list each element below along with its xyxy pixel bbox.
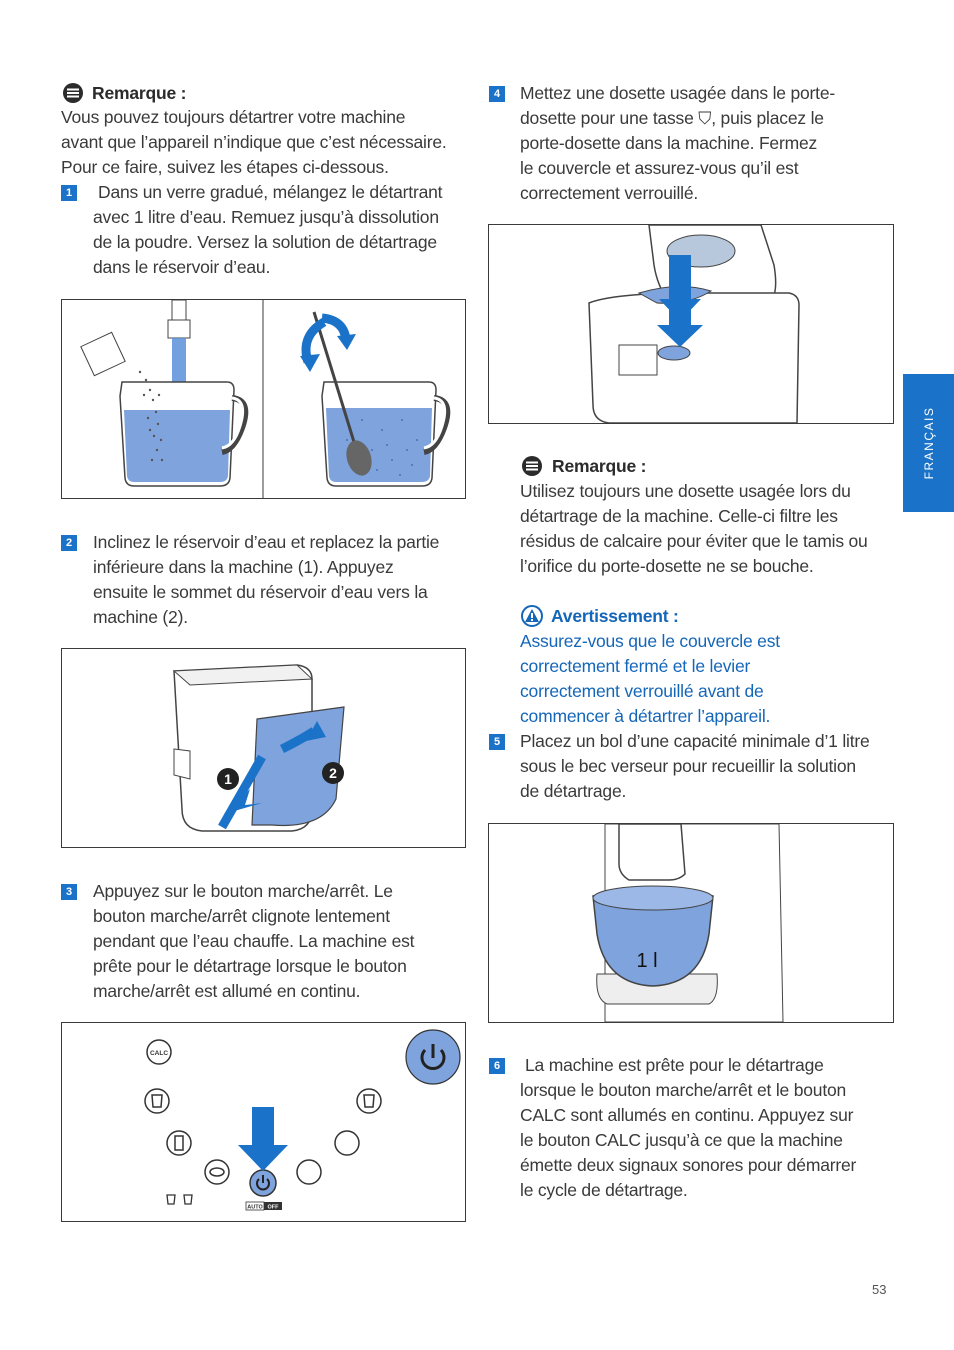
step-6-text: La machine est prête pour le détartrage lorsque le bouton marche/arrêt et le bouton CALC sont allumés en continu. Appuyez sur le bouton CALC jusqu’à ce que la machine émette deux signaux sonores pour démarrer le cycle de détartrage.: [520, 1055, 857, 1200]
off-label: OFF: [267, 1204, 279, 1211]
step-2-text: Inclinez le réservoir d’eau et replacez la partie inférieure dans la machine (1). Appuyez ensuite le sommet du réservoir d’eau vers la machine (2).: [93, 532, 440, 627]
step-number: 1: [61, 185, 77, 201]
figure-bowl: [488, 823, 894, 1023]
step-1-text: Dans un verre gradué, mélangez le détartrant avec 1 litre d’eau. Remuez jusqu’à dissolution de la poudre. Versez la solution de détartrage dans le réservoir d’eau.: [93, 182, 443, 277]
figure-descaler-mixing: [61, 299, 466, 499]
language-label: FRANÇAIS: [921, 406, 936, 480]
descaler-illustration: [62, 300, 465, 498]
figure-water-tank: [61, 648, 466, 848]
warning-icon: [521, 605, 543, 627]
language-tab: [903, 374, 954, 512]
step-4-text: Mettez une dosette usagée dans le porte- dosette pour une tasse ⛉, puis placez le porte-dosette dans la machine. Fermez le couvercle et assurez-vous qu’il est correctement verrouillé.: [520, 83, 835, 203]
note-title: Remarque :: [552, 456, 647, 476]
cup-button-right: [357, 1089, 381, 1113]
figure-pod-holder: [488, 224, 894, 424]
bowl-illustration: [489, 824, 893, 1022]
cappuccino-button: [205, 1160, 229, 1184]
tank-illustration: [62, 649, 465, 847]
calc-label: CALC: [149, 1050, 169, 1057]
step-number: 6: [489, 1058, 505, 1074]
bowl-capacity-label: 1 l: [636, 950, 658, 972]
step-number: 3: [61, 884, 77, 900]
cup-button-left: [145, 1089, 169, 1113]
callout-2-label: 2: [329, 765, 337, 781]
note-icon: [62, 82, 84, 104]
latte-button: [167, 1131, 191, 1155]
warning-title: Avertissement :: [551, 606, 679, 626]
step-5-text: Placez un bol d’une capacité minimale d’1 litre sous le bec verseur pour recueillir la solution de détartrage.: [520, 731, 870, 801]
note-body: Vous pouvez toujours détartrer votre machine avant que l’appareil n’indique que c’est nécessaire. Pour ce faire, suivez les étapes ci-dessous.: [61, 107, 447, 177]
callout-1-label: 1: [224, 771, 232, 787]
step-3-text: Appuyez sur le bouton marche/arrêt. Le bouton marche/arrêt clignote lentement pendant que l’eau chauffe. La machine est prête pour le détartrage lorsque le bouton marche/arrêt est allumé en continu.: [93, 881, 415, 1001]
auto-label: AUTO: [247, 1204, 263, 1211]
control-panel-illustration: [62, 1023, 465, 1221]
page-number: 53: [872, 1282, 887, 1297]
coffee-button: [297, 1160, 321, 1184]
warning-body: Assurez-vous que le couvercle est correctement fermé et le levier correctement verrouillé avant de commencer à détartrer l’appareil.: [520, 631, 780, 726]
note-title: Remarque :: [92, 83, 187, 103]
step-number: 4: [489, 86, 505, 102]
note-icon: [521, 455, 543, 477]
strength-button: [335, 1131, 359, 1155]
step-number: 2: [61, 535, 77, 551]
pod-holder-illustration: [489, 225, 893, 423]
figure-control-panel: [61, 1022, 466, 1222]
note-body: Utilisez toujours une dosette usagée lors du détartrage de la machine. Celle-ci filtre les résidus de calcaire pour éviter que le tamis ou l’orifice du porte-dosette ne se bouche.: [520, 481, 868, 576]
step-number: 5: [489, 734, 505, 750]
